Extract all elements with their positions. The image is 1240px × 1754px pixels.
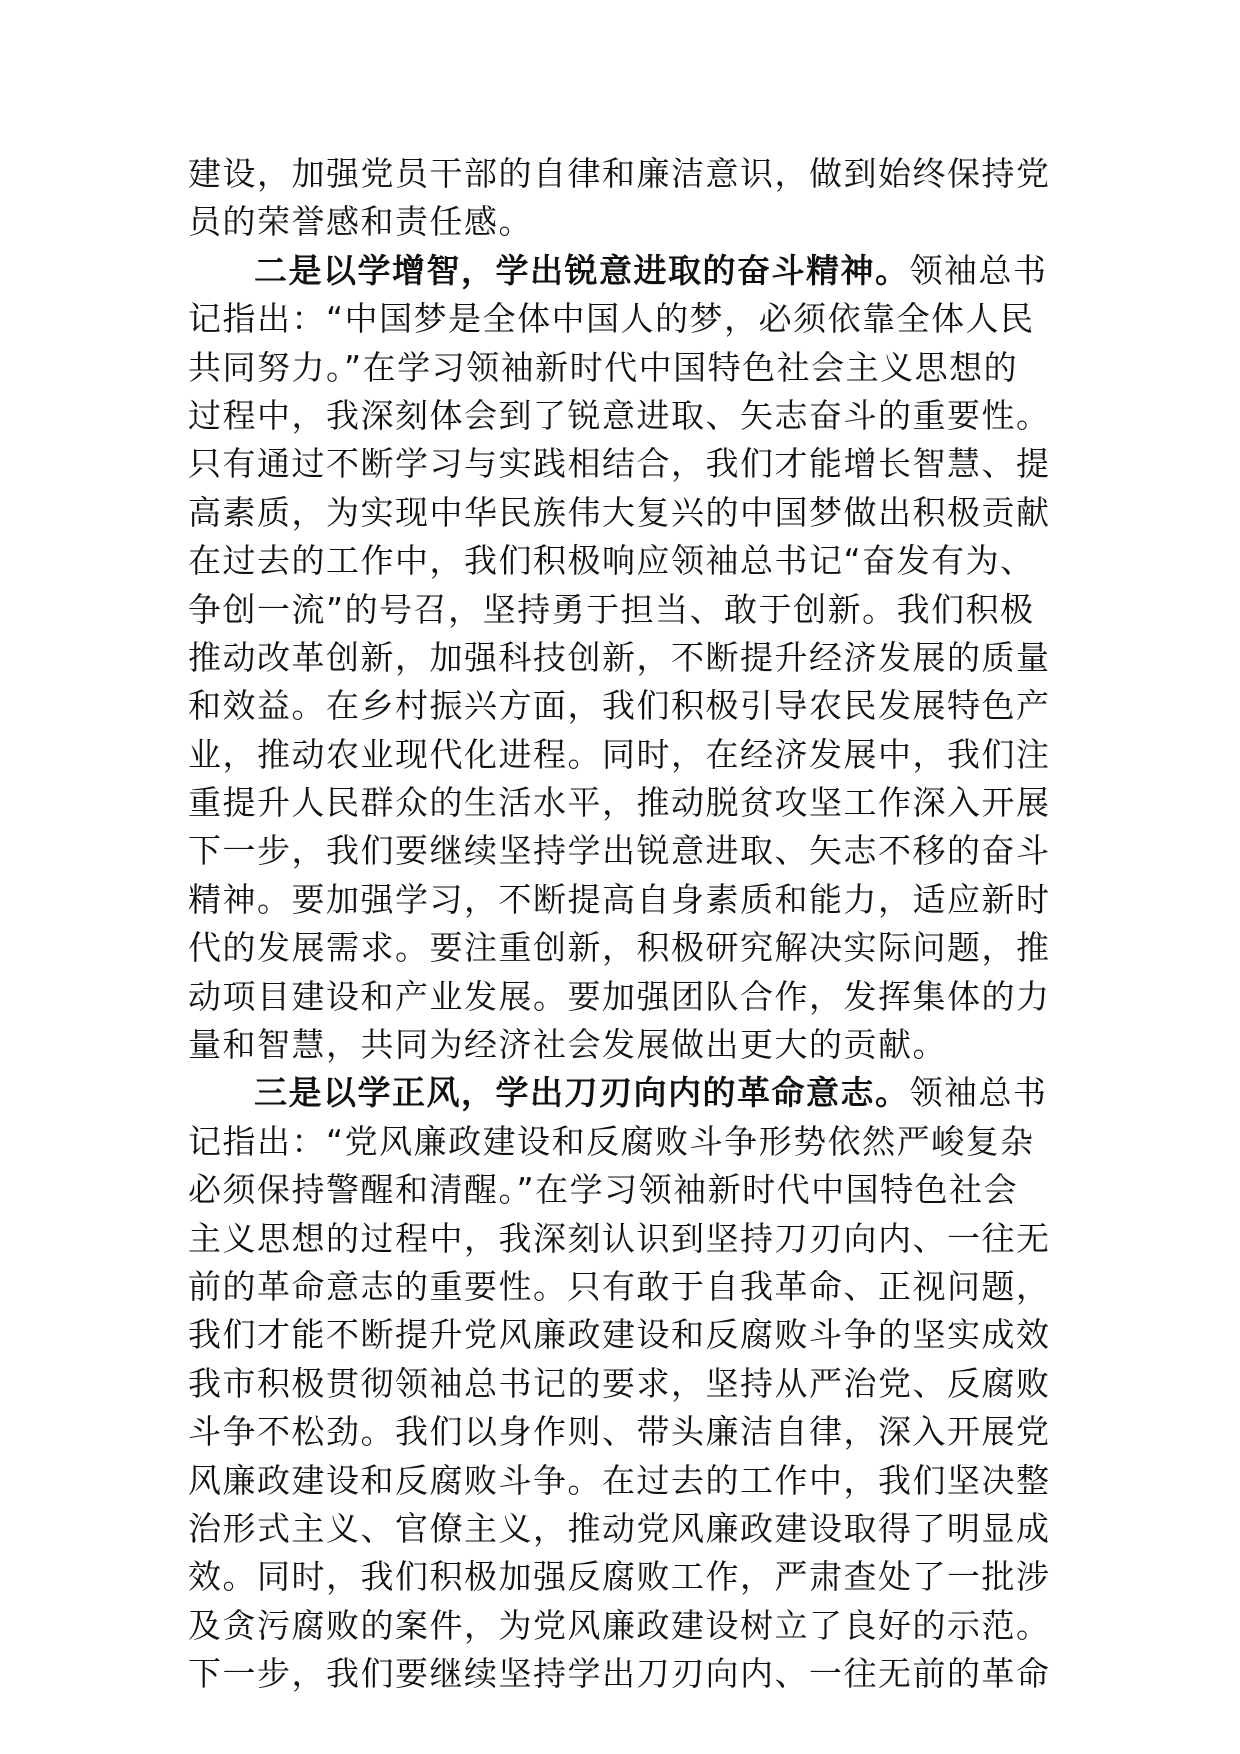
- text-line: [188, 1215, 1068, 1263]
- text-line: [188, 634, 1068, 682]
- text-line: [188, 1021, 1068, 1069]
- text-line: [188, 1408, 1068, 1456]
- text-line: [188, 1166, 1068, 1214]
- text-line: [188, 1505, 1068, 1553]
- body-text: 重提升人民群众的生活水平，推动脱贫攻坚工作深入开展: [188, 783, 1051, 823]
- body-text: 动项目建设和产业发展。要加强团队合作，发挥集体的力: [188, 976, 1051, 1016]
- text-line: [188, 731, 1068, 779]
- text-line: [188, 1360, 1068, 1408]
- body-text: 主义思想的过程中，我深刻认识到坚持刀刃向内、一往无: [188, 1218, 1051, 1258]
- text-line: [188, 876, 1068, 924]
- body-text: 代的发展需求。要注重创新，积极研究解决实际问题，推: [188, 928, 1051, 968]
- text-line: [188, 1311, 1068, 1359]
- body-text: 斗争不松劲。我们以身作则、带头廉洁自律，深入开展党: [188, 1412, 1051, 1452]
- text-line: [188, 440, 1068, 488]
- body-text: 风廉政建设和反腐败斗争。在过去的工作中，我们坚决整: [188, 1460, 1051, 1500]
- text-line: [188, 489, 1068, 537]
- text-line: [188, 1650, 1068, 1698]
- document-body-text: [188, 150, 1068, 1699]
- body-text: 争创一流”的号召，坚持勇于担当、敢于创新。我们积极: [188, 589, 1035, 629]
- body-text: 下一步，我们要继续坚持学出刀刃向内、一往无前的革命: [188, 1654, 1051, 1694]
- body-text: 推动改革创新，加强科技创新，不断提升经济发展的质量: [188, 637, 1051, 677]
- body-text: 领袖总书: [909, 250, 1048, 290]
- body-text: 治形式主义、官僚主义，推动党风廉政建设取得了明显成: [188, 1508, 1051, 1548]
- text-line: [188, 586, 1068, 634]
- text-line: [188, 1457, 1068, 1505]
- body-text: 我们才能不断提升党风廉政建设和反腐败斗争的坚实成效: [188, 1315, 1051, 1355]
- text-line: [188, 392, 1068, 440]
- body-text: 及贪污腐败的案件，为党风廉政建设树立了良好的示范。: [188, 1605, 1051, 1645]
- text-line: [188, 682, 1068, 730]
- body-text: 共同努力。”在学习领袖新时代中国特色社会主义思想的: [188, 347, 1019, 387]
- text-line: [188, 1602, 1068, 1650]
- body-text: 员的荣誉感和责任感。: [188, 202, 533, 242]
- body-text: 效。同时，我们积极加强反腐败工作，严肃查处了一批涉: [188, 1557, 1051, 1597]
- text-line: [188, 1553, 1068, 1601]
- body-text: 只有通过不断学习与实践相结合，我们才能增长智慧、提: [188, 444, 1051, 484]
- body-text: 高素质，为实现中华民族伟大复兴的中国梦做出积极贡献: [188, 492, 1051, 532]
- text-line: [188, 924, 1068, 972]
- body-text: 业，推动农业现代化进程。同时，在经济发展中，我们注: [188, 734, 1051, 774]
- body-text: 和效益。在乡村振兴方面，我们积极引导农民发展特色产: [188, 686, 1051, 726]
- text-line: [188, 1118, 1068, 1166]
- text-line: [188, 1069, 1068, 1117]
- text-line: [188, 247, 1068, 295]
- text-line: [188, 295, 1068, 343]
- body-text: 在过去的工作中，我们积极响应领袖总书记“奋发有为、: [188, 541, 1035, 581]
- bold-heading-text: 三是以学正风，学出刀刃向内的革命意志。: [254, 1073, 910, 1113]
- body-text: 领袖总书: [909, 1073, 1048, 1113]
- text-line: [188, 973, 1068, 1021]
- text-line: [188, 827, 1068, 875]
- body-text: 下一步，我们要继续坚持学出锐意进取、矢志不移的奋斗: [188, 831, 1051, 871]
- text-line: [188, 344, 1068, 392]
- body-text: 量和智慧，共同为经济社会发展做出更大的贡献。: [188, 1025, 947, 1065]
- body-text: 必须保持警醒和清醒。”在学习领袖新时代中国特色社会: [188, 1170, 1019, 1210]
- body-text: 记指出：“党风廉政建设和反腐败斗争形势依然严峻复杂: [188, 1121, 1035, 1161]
- bold-heading-text: 二是以学增智，学出锐意进取的奋斗精神。: [254, 250, 910, 290]
- text-line: [188, 150, 1068, 198]
- body-text: 前的革命意志的重要性。只有敢于自我革命、正视问题，: [188, 1266, 1051, 1306]
- text-line: [188, 198, 1068, 246]
- text-line: [188, 1263, 1068, 1311]
- body-text: 精神。要加强学习，不断提高自身素质和能力，适应新时: [188, 879, 1051, 919]
- body-text: 过程中，我深刻体会到了锐意进取、矢志奋斗的重要性。: [188, 395, 1051, 435]
- text-line: [188, 537, 1068, 585]
- body-text: 记指出：“中国梦是全体中国人的梦，必须依靠全体人民: [188, 299, 1035, 339]
- text-line: [188, 779, 1068, 827]
- body-text: 建设，加强党员干部的自律和廉洁意识，做到始终保持党: [188, 154, 1051, 193]
- body-text: 我市积极贯彻领袖总书记的要求，坚持从严治党、反腐败: [188, 1363, 1051, 1403]
